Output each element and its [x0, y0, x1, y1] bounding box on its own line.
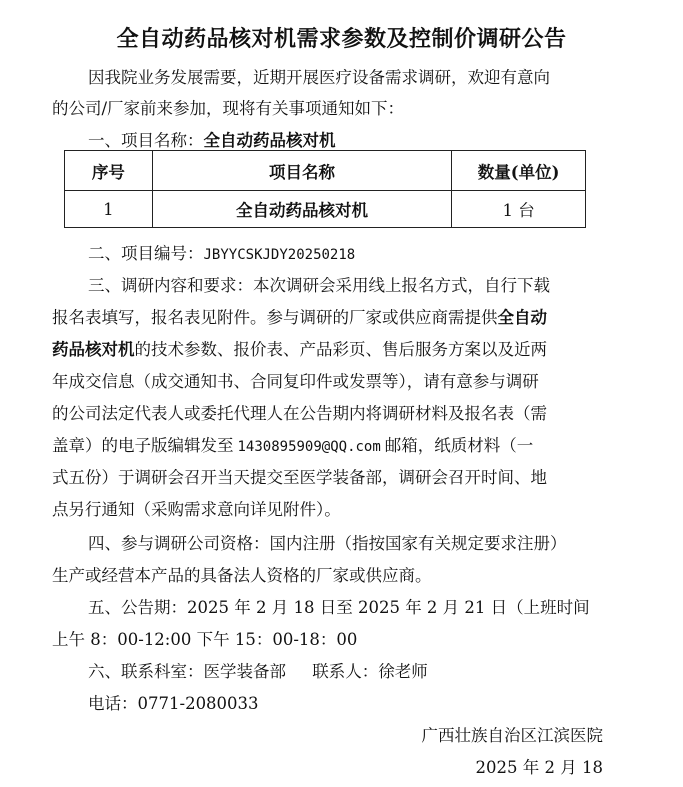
item-3-line-3	[52, 336, 547, 360]
intro-line-1: 因我院业务发展需要，近期开展医疗设备需求调研，欢迎有意向	[88, 68, 550, 87]
item-3-line-2-text: 报名表填写，报名表见附件。参与调研的厂家或供应商需提供	[52, 308, 498, 327]
col-header-quantity: 数量(单位)	[452, 151, 586, 191]
item-6: 六、联系科室：医学装备部 联系人：徐老师	[88, 662, 428, 681]
item-4-line-1: 四、参与调研公司资格：国内注册（指按国家有关规定要求注册）	[88, 534, 567, 553]
item-3-line-6-text-a: 盖章）的电子版编辑发至	[52, 436, 234, 455]
signature-org: 广西壮族自治区江滨医院	[421, 726, 603, 745]
table-row	[65, 191, 586, 228]
item-5-line-2: 上午 8：00-12:00 下午 15：00-18：00	[52, 630, 358, 649]
cell-quantity: 1 台	[452, 191, 586, 228]
item-3-line-2-bold: 全自动	[497, 308, 547, 327]
item-1-value: 全自动药品核对机	[203, 131, 336, 150]
item-1	[88, 127, 336, 151]
intro-line-2: 的公司/厂家前来参加，现将有关事项通知如下：	[52, 99, 405, 118]
contact-email: 1430895909@QQ.com	[237, 439, 381, 455]
item-2-value: JBYYCSKJDY20250218	[203, 247, 356, 263]
cell-name: 全自动药品核对机	[152, 191, 451, 228]
cell-index: 1	[65, 191, 153, 228]
item-3-line-2	[52, 304, 547, 328]
page-title: 全自动药品核对机需求参数及控制价调研公告	[116, 26, 567, 52]
item-3-line-8: 点另行通知（采购需求意向详见附件）。	[52, 500, 341, 519]
item-3-line-7: 式五份）于调研会召开当天提交至医学装备部，调研会召开时间、地	[52, 468, 547, 487]
item-3-line-6-text-b: 邮箱，纸质材料（一	[384, 436, 534, 455]
signature-date: 2025 年 2 月 18	[475, 758, 603, 777]
item-2-label: 二、项目编号：	[88, 244, 204, 263]
item-3-line-1: 三、调研内容和要求：本次调研会采用线上报名方式，自行下载	[88, 276, 550, 295]
item-1-label: 一、项目名称：	[88, 131, 204, 150]
item-3-line-3-bold: 药品核对机	[52, 340, 135, 359]
item-3-line-6	[52, 432, 533, 456]
item-3-line-5: 的公司法定代表人或委托代理人在公告期内将调研材料及报名表（需	[52, 404, 547, 423]
col-header-name: 项目名称	[152, 151, 451, 191]
item-3-line-3-text: 的技术参数、报价表、产品彩页、售后服务方案以及近两	[134, 340, 547, 359]
col-header-index: 序号	[65, 151, 153, 191]
table-header-row	[65, 151, 586, 191]
item-5-line-1: 五、公告期：2025 年 2 月 18 日至 2025 年 2 月 21 日（上班时间	[88, 598, 590, 617]
item-3-line-4: 年成交信息（成交通知书、合同复印件或发票等），请有意参与调研	[52, 372, 539, 391]
item-4-line-2: 生产或经营本产品的具备法人资格的厂家或供应商。	[52, 566, 432, 585]
project-table	[64, 150, 586, 228]
phone: 电话：0771-2080033	[88, 694, 259, 713]
item-2	[88, 240, 355, 264]
